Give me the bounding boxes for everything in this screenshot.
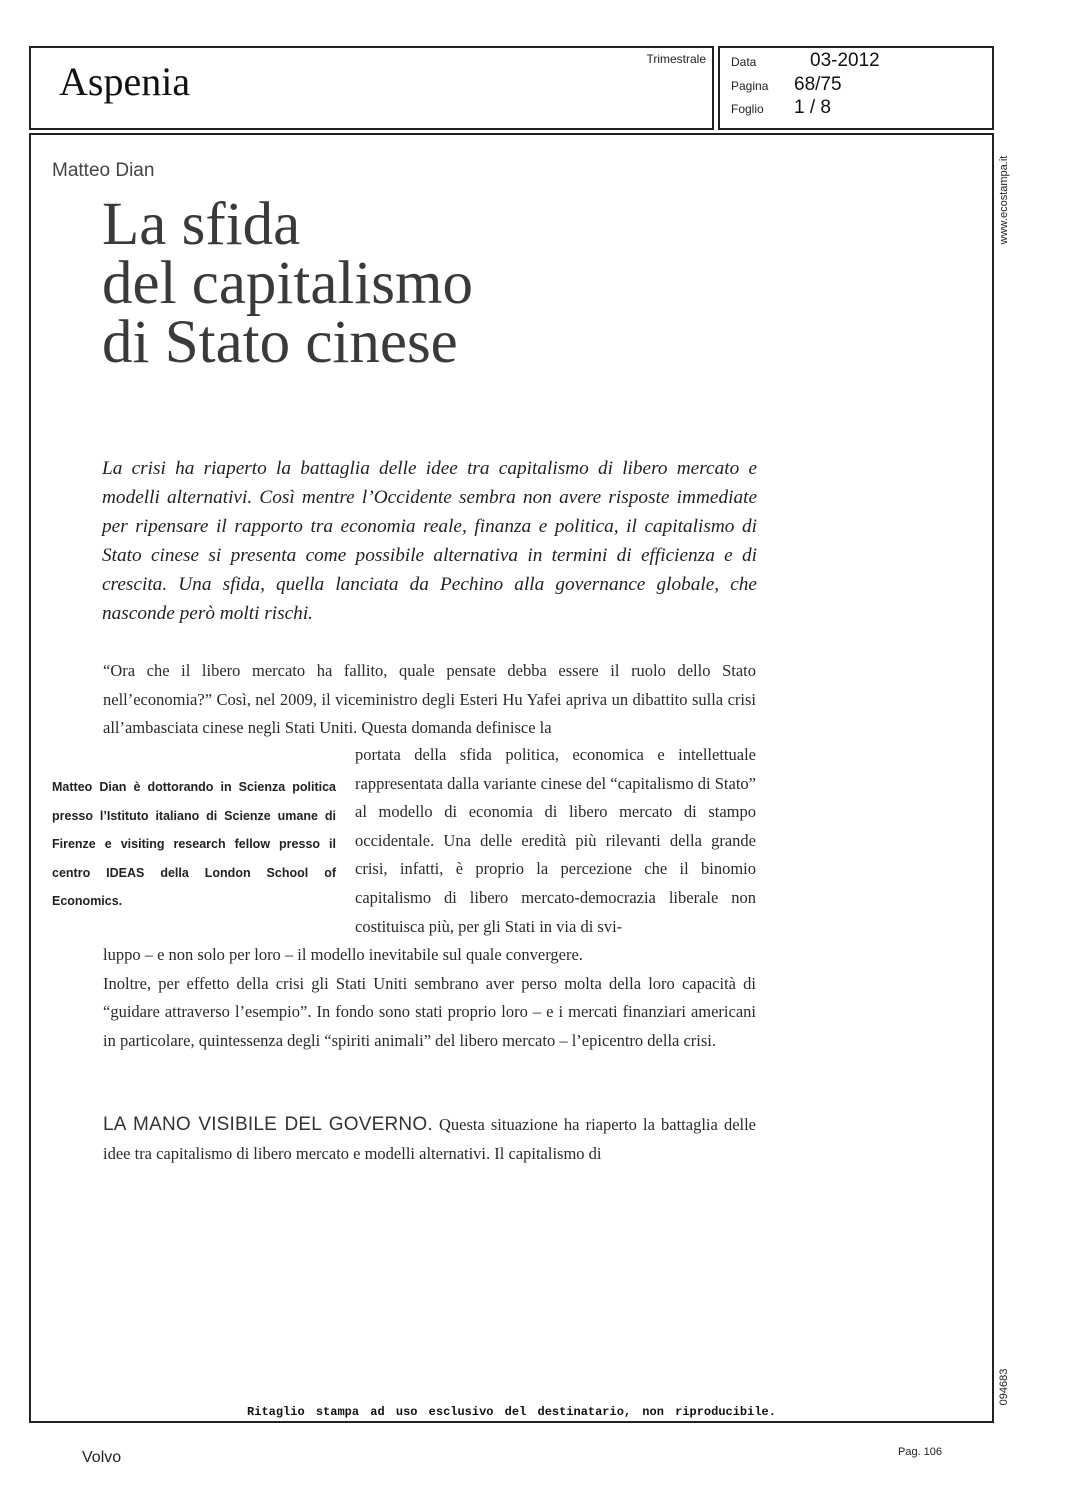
date-label: Data [731,55,757,69]
code-text: 094683 [998,1368,1010,1406]
body-paragraph-3a: luppo – e non solo per loro – il modello inevitabile sul quale convergere. [103,945,583,964]
code-vertical [997,1362,1011,1412]
section-paragraph [103,1111,756,1168]
section-text: Questa situazione ha riaperto la battaglia delle idee tra capitalismo di libero mercato e modelli alternativi. Il capitalismo di [103,1115,757,1163]
page-label: Pagina [731,79,769,93]
body-paragraph-3b: Inoltre, per effetto della crisi gli Stati Uniti sembrano aver perso molta della loro capacità di “guidare attraverso l’esempio”. In fondo sono stati proprio loro – e i mercati finanziari americani in particolare, quintessenza degli “spiriti animali” del libero mercato – l’epicentro della crisi. [103,973,756,1050]
publication-frequency: Trimestrale [646,52,706,66]
title-line: La sfida [102,191,301,258]
title-line: di Stato cinese [102,309,458,376]
body-paragraph-2: portata della sfida politica, economica e intellettuale rappresentata dalla variante cinese del “capitalismo di Stato” al modello di economia di libero mercato di stampo occidentale. Una delle eredità più rilevanti della grande crisi, infatti, è proprio la percezione che il binomio capitalismo di libero mercato-democrazia liberale non costituisca più, per gli Stati in via di svi- [355,745,756,936]
body-paragraph-3 [103,941,756,1055]
masthead [29,46,714,130]
publication-name: Aspenia [59,59,191,104]
page-number: Pag. 106 [898,1446,943,1458]
client-name: Volvo [82,1449,122,1466]
sheet-label: Foglio [731,102,764,116]
website-vertical [997,145,1011,255]
title-line: del capitalismo [102,250,473,317]
article-title [102,191,473,376]
website-text: www.ecostampa.it [998,155,1010,245]
disclaimer: Ritaglio stampa ad uso esclusivo del destinatario, non riproducibile. [247,1405,776,1419]
author-name: Matteo Dian [52,160,155,181]
date-value: 03-2012 [810,50,880,71]
page-value: 68/75 [794,74,842,95]
article-lead: La crisi ha riaperto la battaglia delle idee tra capitalismo di libero mercato e modelli alternativi. Così mentre l’Occidente sembra non avere risposte immediate per ripensare il rapporto tra economia reale, finanza e politica, il capitalismo di Stato cinese si presenta come possibile alternativa in termini di efficienza e di crescita. Una sfida, quella lanciata da Pechino alla governance globale, che nasconde però molti rischi. [102,458,757,624]
section-heading: LA MANO VISIBILE DEL GOVERNO. [103,1114,433,1135]
metadata-box [718,46,994,130]
sheet-value: 1 / 8 [794,97,831,118]
body-paragraph-1: “Ora che il libero mercato ha fallito, quale pensate debba essere il ruolo dello Stato nell’economia?” Così, nel 2009, il viceministro degli Esteri Hu Yafei apriva un dibattito sulla crisi all’ambasciata cinese negli Stati Uniti. Questa domanda definisce la [103,661,756,738]
author-bio: Matteo Dian è dottorando in Scienza politica presso l’Istituto italiano di Scienze umane di Firenze e visiting research fellow presso il centro IDEAS della London School of Economics. [52,780,336,909]
